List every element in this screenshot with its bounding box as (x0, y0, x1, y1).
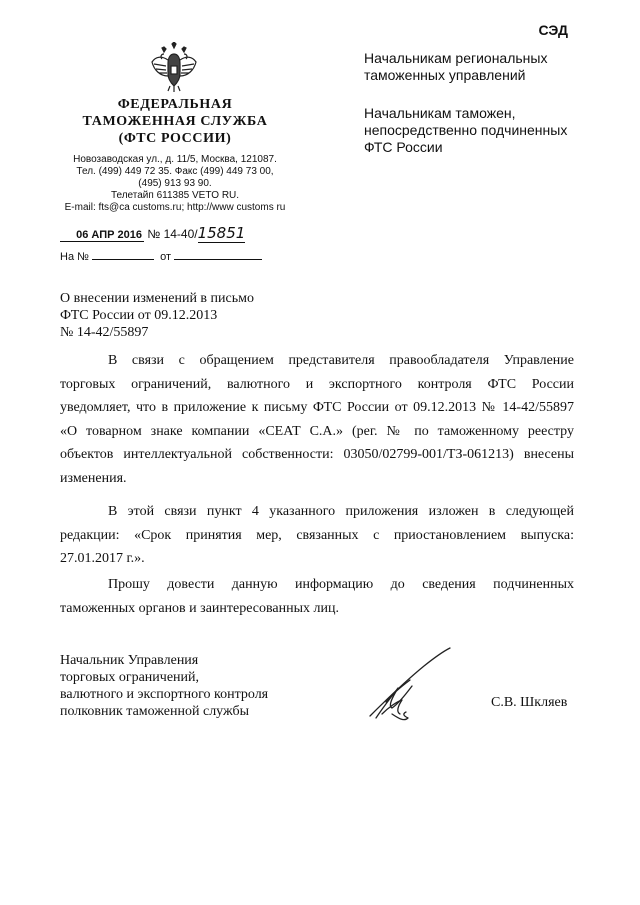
addressee-block (364, 50, 547, 84)
addressee-line: Начальникам таможен, (364, 105, 516, 121)
sender-organization (60, 96, 290, 147)
ref-from-label: от (160, 251, 172, 263)
signer-title-line: валютного и экспортного контроля (60, 687, 269, 702)
paragraph-line: уведомляет, что в приложение к письму ФТС России от 09.12.2013 № 14-42/55897 (60, 400, 574, 415)
addressee-block (364, 105, 567, 156)
sender-email-web: E-mail: fts@ca customs.ru; http://www customs ru (64, 202, 286, 213)
paragraph-line: Прошу довести данную информацию до сведения подчиненных (108, 577, 574, 592)
reference-line (60, 249, 262, 263)
paragraph-line: изменения. (60, 470, 127, 486)
coat-of-arms-emblem (150, 42, 198, 92)
registration-line (60, 224, 245, 242)
ref-date-blank (174, 249, 262, 260)
sender-phone-fax: Тел. (499) 449 72 35. Факс (499) 449 73 00, (76, 166, 274, 177)
paragraph-line: «О товарном знаке компании «СЕАТ С.А.» (рег. № по таможенному реестру (60, 423, 574, 439)
signer-title-line: Начальник Управления (60, 653, 199, 668)
ref-label: На № (60, 251, 89, 263)
paragraph-line: редакции: «Срок принятия мер, связанных с приостановлением выпуска: (60, 527, 574, 543)
number-printed: 14-40/ (163, 227, 198, 241)
paragraph-line: торговых ограничений, валютного и экспортного контроля ФТС России (60, 376, 574, 392)
signer-title-line: полковник таможенной службы (60, 704, 250, 719)
sender-teletype: Телетайп 611385 VETO RU. (110, 190, 240, 201)
body-paragraph (60, 500, 574, 571)
org-name-line: (ФТС РОССИИ) (118, 131, 232, 146)
signer-title (60, 652, 268, 720)
addressee-line: Начальникам региональных (364, 50, 548, 66)
sed-label: СЭД (538, 22, 568, 38)
signer-title-line: торговых ограничений, (60, 670, 200, 685)
number-handwritten: 15851 (197, 224, 246, 242)
number-label: № (147, 227, 161, 241)
subject-line: № 14-42/55897 (60, 325, 149, 340)
signer-name: С.В. Шкляев (491, 695, 568, 710)
handwritten-signature (362, 644, 462, 728)
subject-line: ФТС России от 09.12.2013 (60, 308, 218, 323)
sender-contacts (58, 154, 292, 214)
org-name-line: ФЕДЕРАЛЬНАЯ (117, 97, 233, 112)
sender-address: Новозаводская ул., д. 11/5, Москва, 121087. (73, 154, 277, 165)
ref-number-blank (92, 249, 154, 260)
paragraph-line: В связи с обращением представителя правообладателя Управление (108, 353, 574, 368)
paragraph-line: 27.01.2017 г.». (60, 551, 145, 566)
addressee-line: ФТС России (364, 139, 443, 155)
body-paragraph (60, 349, 574, 490)
addressee-line: непосредственно подчиненных (364, 122, 568, 138)
registration-date: 06 АПР 2016 (60, 229, 144, 242)
body-paragraph (60, 573, 574, 620)
org-name-line: ТАМОЖЕННАЯ СЛУЖБА (82, 114, 268, 129)
paragraph-line: В этой связи пункт 4 указанного приложения изложен в следующей (108, 504, 574, 519)
subject-line: О внесении изменений в письмо (60, 291, 254, 306)
paragraph-line: объектов интеллектуальной собственности: 03050/02799-001/ТЗ-061213) внесены (60, 447, 574, 462)
letter-subject (60, 290, 254, 341)
sender-phone-fax-2: (495) 913 93 90. (138, 178, 212, 189)
paragraph-line: таможенных органов и заинтересованных лиц. (60, 600, 339, 616)
addressee-line: таможенных управлений (364, 67, 526, 83)
